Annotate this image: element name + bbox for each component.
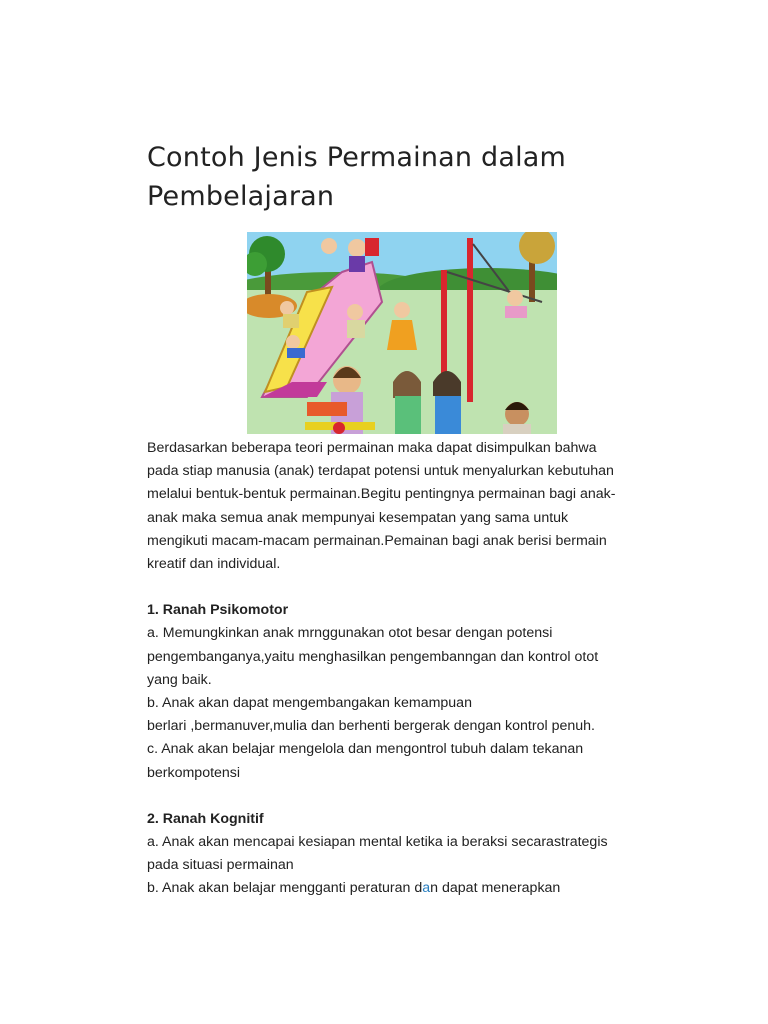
section-psikomotor bbox=[147, 599, 667, 785]
section-line: a. Anak akan mencapai kesiapan mental ketika ia beraksi secarastrategis bbox=[147, 834, 608, 851]
intro-line: melalui bentuk-bentuk permainan.Begitu pentingnya permainan bagi anak- bbox=[147, 486, 616, 503]
article-body bbox=[147, 437, 667, 901]
section-kognitif bbox=[147, 808, 667, 901]
section-line: yang baik. bbox=[147, 671, 212, 688]
paragraph-gap bbox=[147, 576, 667, 599]
section-line: c. Anak akan belajar mengelola dan mengontrol tubuh dalam tekanan bbox=[147, 741, 584, 758]
section-line: pengembanganya,yaitu menghasilkan pengembanngan dan kontrol otot bbox=[147, 648, 599, 665]
title-line-1: Contoh Jenis Permainan dalam bbox=[147, 142, 567, 173]
highlighted-letter: a bbox=[422, 880, 431, 897]
section-line: berlari ,bermanuver,mulia dan berhenti bergerak dengan kontrol penuh. bbox=[147, 718, 595, 735]
intro-line: anak maka semua anak mempunyai kesempatan yang sama untuk bbox=[147, 509, 569, 526]
playground-illustration bbox=[247, 232, 557, 434]
section-line: a. Memungkinkan anak mrnggunakan otot besar dengan potensi bbox=[147, 625, 553, 642]
section-line: b. Anak akan dapat mengembangakan kemampuan bbox=[147, 695, 472, 712]
intro-line: pada stiap manusia (anak) terdapat potensi untuk menyalurkan kebutuhan bbox=[147, 463, 614, 480]
playground-illustration-svg bbox=[247, 232, 557, 434]
text-fragment: n dapat menerapkan bbox=[430, 880, 561, 897]
paragraph-gap bbox=[147, 785, 667, 808]
text-fragment: b. Anak akan belajar mengganti peraturan d bbox=[147, 880, 423, 897]
intro-line: kreatif dan individual. bbox=[147, 556, 281, 573]
section-line-last bbox=[147, 877, 667, 900]
page-title bbox=[147, 138, 647, 216]
title-line-2: Pembelajaran bbox=[147, 181, 335, 212]
intro-paragraph bbox=[147, 437, 667, 576]
section-line: berkompotensi bbox=[147, 764, 241, 781]
section-line: pada situasi permainan bbox=[147, 857, 294, 874]
section-heading-kognitif: 2. Ranah Kognitif bbox=[147, 810, 264, 827]
intro-line: Berdasarkan beberapa teori permainan maka dapat disimpulkan bahwa bbox=[147, 440, 597, 456]
section-heading-psikomotor: 1. Ranah Psikomotor bbox=[147, 602, 289, 619]
intro-line: mengikuti macam-macam permainan.Pemainan bagi anak berisi bermain bbox=[147, 532, 607, 549]
